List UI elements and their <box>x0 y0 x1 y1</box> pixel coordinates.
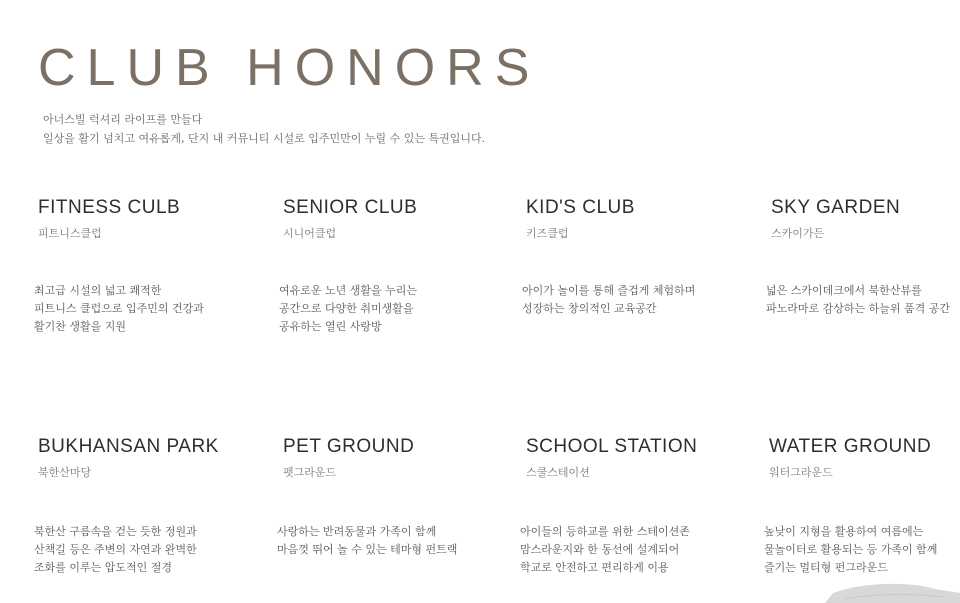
club-description-line: 학교로 안전하고 편리하게 이용 <box>520 561 669 574</box>
club-card-pet-ground <box>277 435 518 556</box>
club-description <box>277 523 457 559</box>
club-description-line: 넓은 스카이데크에서 북한산뷰를 <box>766 284 922 297</box>
club-title: BUKHANSAN PARK <box>38 436 219 457</box>
club-description <box>766 282 950 318</box>
club-title: SENIOR CLUB <box>283 197 418 218</box>
club-card-sky-garden <box>766 196 956 315</box>
club-description-line: 사랑하는 반려동물과 가족이 함께 <box>277 525 437 538</box>
club-description-line: 아이들의 등하교를 위한 스테이션존 <box>520 525 690 538</box>
club-description-line: 공간으로 다양한 취미생활을 <box>279 302 414 315</box>
club-title: SCHOOL STATION <box>526 436 698 457</box>
club-description-line: 성장하는 창의적인 교육공간 <box>522 302 657 315</box>
club-description-line: 즐기는 멀티형 펀그라운드 <box>764 561 888 574</box>
club-description-line: 맘스라운지와 한 동선에 설계되어 <box>520 543 680 556</box>
corner-decoration <box>825 583 960 603</box>
club-description-line: 조화를 이루는 압도적인 절경 <box>34 561 173 574</box>
club-card-senior <box>279 196 518 333</box>
club-description <box>279 282 417 336</box>
club-title: PET GROUND <box>283 436 415 457</box>
club-subtitle: 스카이가든 <box>771 227 825 240</box>
club-description <box>522 282 695 318</box>
intro-line: 일상을 활기 넘치고 여유롭게, 단지 내 커뮤니티 시설로 입주민만이 누릴 수 있는 특권입니다. <box>43 132 486 145</box>
club-description-line: 산책길 등은 주변의 자연과 완벽한 <box>34 543 197 556</box>
club-description-line: 아이가 놀이를 통해 즐겁게 체험하며 <box>522 284 696 297</box>
club-subtitle: 스쿨스테이션 <box>526 466 590 479</box>
club-description <box>764 523 937 577</box>
club-description <box>520 523 690 577</box>
club-subtitle: 워터그라운드 <box>769 466 833 479</box>
club-description <box>34 282 204 336</box>
club-description-line: 활기찬 생활을 지원 <box>34 320 127 333</box>
club-subtitle: 펫그라운드 <box>283 466 337 479</box>
intro-text <box>43 110 485 148</box>
club-subtitle: 키즈클럽 <box>526 227 569 240</box>
club-title: KID'S CLUB <box>526 197 635 218</box>
club-description-line: 물놀이터로 활용되는 등 가족이 함께 <box>764 543 938 556</box>
club-card-water-ground <box>764 435 956 574</box>
club-subtitle: 시니어클럽 <box>283 227 337 240</box>
club-title: FITNESS CULB <box>38 197 181 218</box>
club-description-line: 북한산 구름속을 걷는 듯한 정원과 <box>34 525 197 538</box>
club-description <box>34 523 197 577</box>
club-card-bukhansan-park <box>34 435 273 574</box>
club-subtitle: 북한산마당 <box>38 466 92 479</box>
club-description-line: 피트니스 클럽으로 입주민의 건강과 <box>34 302 204 315</box>
club-title: SKY GARDEN <box>771 197 901 218</box>
club-description-line: 마음껏 뛰어 놀 수 있는 테마형 펀트랙 <box>277 543 458 556</box>
club-description-line: 여유로운 노년 생활을 누리는 <box>279 284 418 297</box>
club-card-kids <box>522 196 761 315</box>
page-title: CLUB HONORS <box>38 39 541 97</box>
intro-line: 아너스빌 럭셔리 라이프를 만들다 <box>43 113 203 126</box>
club-card-fitness <box>34 196 273 333</box>
club-description-line: 높낮이 지형을 활용하여 여름에는 <box>764 525 924 538</box>
club-description-line: 공유하는 열린 사랑방 <box>279 320 382 333</box>
club-subtitle: 피트니스클럽 <box>38 227 102 240</box>
club-description-line: 최고급 시설의 넓고 쾌적한 <box>34 284 162 297</box>
club-title: WATER GROUND <box>769 436 932 457</box>
club-description-line: 파노라마로 감상하는 하늘위 품격 공간 <box>766 302 951 315</box>
club-card-school-station <box>520 435 761 574</box>
